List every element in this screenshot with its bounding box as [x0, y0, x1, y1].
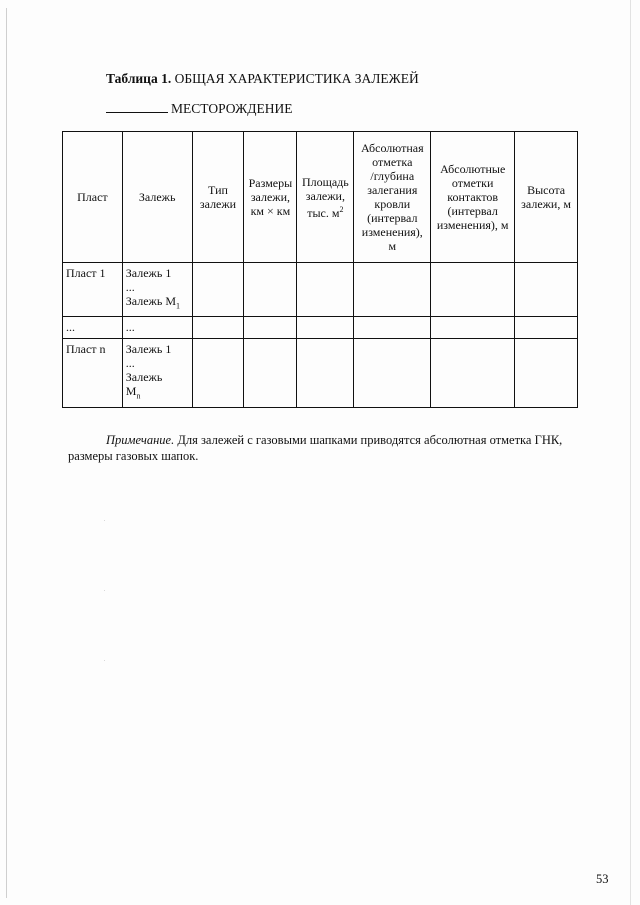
- cell-empty: [431, 317, 515, 339]
- field-label: МЕСТОРОЖДЕНИЕ: [171, 101, 293, 116]
- cell-empty: [297, 317, 354, 339]
- cell-plast: Пласт 1: [63, 263, 123, 317]
- header-zalezh: Залежь: [122, 132, 192, 263]
- cell-empty: [192, 263, 244, 317]
- cell-empty: [515, 317, 578, 339]
- cell-empty: [244, 263, 297, 317]
- field-name-blank: [106, 102, 168, 113]
- header-plast: Пласт: [63, 132, 123, 263]
- cell-empty: [297, 263, 354, 317]
- cell-empty: [354, 263, 431, 317]
- cell-empty: [192, 317, 244, 339]
- field-name-line: [106, 101, 292, 117]
- cell-empty: [515, 339, 578, 407]
- note-text-line1: Для залежей с газовыми шапками приводятся абсолютная отметка ГНК,: [174, 433, 563, 447]
- cell-empty: [515, 263, 578, 317]
- scan-speck: [104, 590, 105, 591]
- page-number: 53: [596, 872, 609, 886]
- cell-empty: [431, 339, 515, 407]
- table-row: [63, 339, 578, 407]
- cell-empty: [297, 339, 354, 407]
- header-tip: Тип залежи: [192, 132, 244, 263]
- table-title-prefix: Таблица 1.: [106, 71, 172, 86]
- header-ploshad: Площадь залежи, тыс. $м^2$: [297, 132, 354, 263]
- cell-empty: [192, 339, 244, 407]
- table-title-text: ОБЩАЯ ХАРАКТЕРИСТИКА ЗАЛЕЖЕЙ: [174, 71, 419, 86]
- cell-plast: Пласт n: [63, 339, 123, 407]
- table-row: [63, 317, 578, 339]
- cell-empty: [244, 317, 297, 339]
- note-text-line2: размеры газовых шапок.: [68, 449, 199, 463]
- cell-empty: [244, 339, 297, 407]
- header-kontakty: Абсолютные отметки контактов (интервал изменения), м: [431, 132, 515, 263]
- table-note: [68, 432, 588, 464]
- scan-speck: [104, 520, 105, 521]
- cell-zalezh: Залежь 1 ... Залежь $M_n$: [122, 339, 192, 407]
- header-vysota: Высота залежи, м: [515, 132, 578, 263]
- cell-plast: ...: [63, 317, 123, 339]
- scan-edge-right: [630, 0, 631, 905]
- table-title: [106, 71, 419, 87]
- cell-empty: [354, 317, 431, 339]
- deposits-table: [62, 131, 578, 408]
- cell-empty: [431, 263, 515, 317]
- header-row: [63, 132, 578, 263]
- table-row: [63, 263, 578, 317]
- scan-edge-left: [6, 8, 7, 898]
- cell-empty: [354, 339, 431, 407]
- note-label: Примечание.: [106, 433, 175, 447]
- header-absolyutnaya-otmetka: Абсолютная отметка /глубина залегания кровли (интервал изменения), м: [354, 132, 431, 263]
- cell-zalezh: Залежь 1 ... Залежь $M_1$: [122, 263, 192, 317]
- scan-speck: [104, 660, 105, 661]
- header-razmery: Размеры залежи, км × км: [244, 132, 297, 263]
- cell-zalezh: ...: [122, 317, 192, 339]
